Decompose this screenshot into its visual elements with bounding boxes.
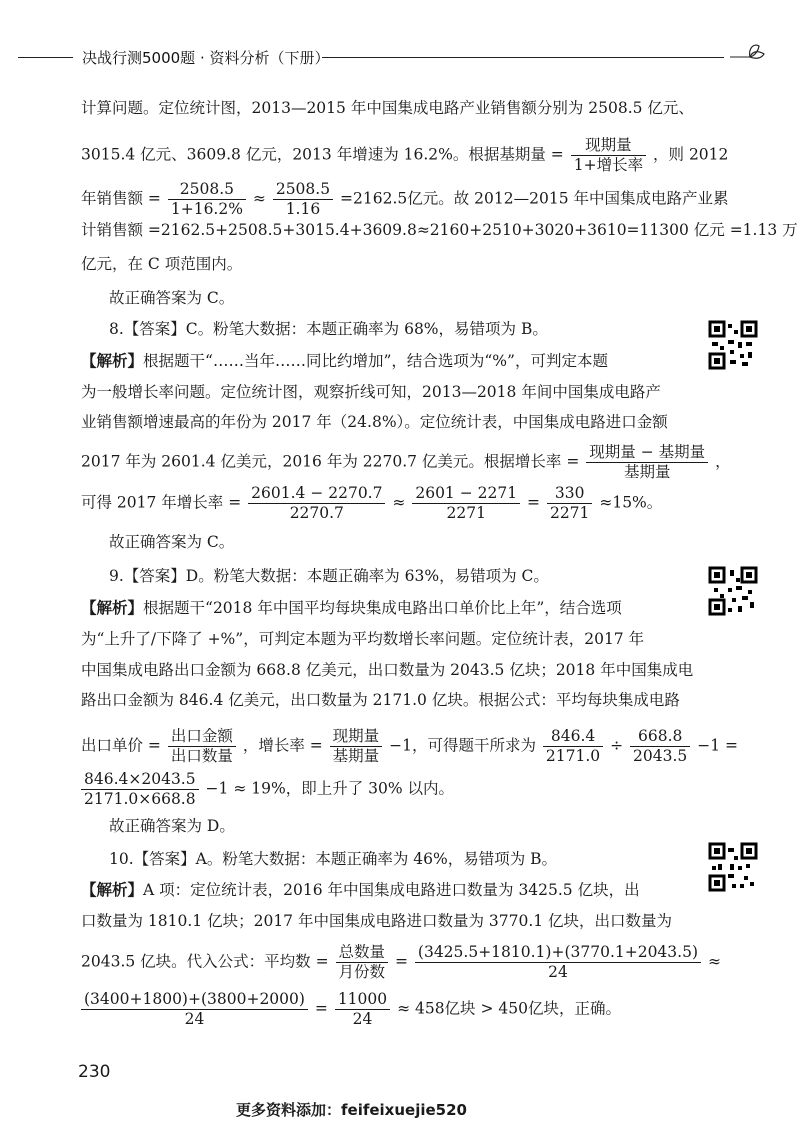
fraction: $\frac{846.4}{2171.0}$	[543, 727, 603, 766]
fraction: $\frac{2508.5}{1.16}$	[273, 180, 333, 219]
fraction: $\frac{\text{现期量 − 基期量}}{\text{基期量}}$	[586, 443, 708, 482]
text-line: 业销售额增速最高的年份为 2017 年（24.8%）。定位统计表，中国集成电路进口金额	[81, 413, 668, 431]
text-line: 计算问题。定位统计图，2013—2015 年中国集成电路产业销售额分别为 2508.5 亿元、	[81, 99, 694, 117]
qr-code-icon	[708, 320, 758, 370]
conclusion-line: 故正确答案为 C。	[109, 533, 235, 551]
running-header	[0, 0, 800, 70]
text-line: 【解析】根据题干“2018 年中国平均每块集成电路出口单价比上年”，结合选项	[81, 598, 622, 617]
text-line: 中国集成电路出口金额为 668.8 亿美元，出口数量为 2043.5 亿块；2018 年中国集成电	[81, 661, 694, 679]
text-line: 计销售额 =2162.5+2508.5+3015.4+3609.8≈2160+2510+3020+3610=11300 亿元 =1.13 万	[81, 221, 798, 239]
page-number: 230	[78, 1062, 111, 1082]
fraction: $\frac{668.8}{2043.5}$	[630, 727, 690, 766]
text-line: 年销售额 = $\frac{2508.5}{1+16.2\%}$ ≈ $\frac{2508.5}{1.16}$ =2162.5亿元。故 2012—2015 年中国集成电路产业累	[81, 180, 729, 218]
text-line: 2017 年为 2601.4 亿美元，2016 年为 2270.7 亿美元。根据增长率 = $\frac{\text{现期量 − 基期量}}{\text{基期量}}$ ，	[81, 443, 731, 481]
leaf-ornament-icon	[728, 40, 768, 64]
q8-answer: 8.【答案】C。粉笔大数据：本题正确率为 68%，易错项为 B。	[109, 320, 548, 338]
fraction: $\frac{\text{总数量}}{\text{月份数}}$	[336, 943, 389, 982]
conclusion-line: 故正确答案为 D。	[109, 817, 235, 835]
header-rule-right	[322, 57, 724, 58]
fraction: $\frac{\text{出口金额}}{\text{出口数量}}$	[168, 727, 236, 766]
q9-answer: 9.【答案】D。粉笔大数据：本题正确率为 63%，易错项为 C。	[109, 567, 549, 585]
conclusion-line: 故正确答案为 C。	[109, 289, 235, 307]
qr-code-icon	[708, 842, 758, 892]
fraction: $\frac{(3400+1800)+(3800+2000)}{24}$	[81, 990, 308, 1029]
fraction: $\frac{\text{现期量}}{\text{1+增长率}}$	[571, 136, 646, 175]
fraction: $\frac{11000}{24}$	[335, 990, 390, 1029]
text-line: 出口单价 = $\frac{\text{出口金额}}{\text{出口数量}}$ ，增长率 = $\frac{\text{现期量}}{\text{基期量}}$ −1，可得题干所求为 $\frac{846.4}{2171.0}$ ÷ $\frac{668.8}{2043.5}$ −1 =	[81, 727, 738, 765]
text-line: 为一般增长率问题。定位统计图，观察折线可知，2013—2018 年间中国集成电路产	[81, 383, 661, 401]
text-line: 亿元，在 C 项范围内。	[81, 255, 243, 273]
text-line: 路出口金额为 846.4 亿美元，出口数量为 2171.0 亿块。根据公式：平均每块集成电路	[81, 691, 680, 709]
fraction: $\frac{2508.5}{1+16.2\%}$	[168, 180, 246, 219]
q10-answer: 10.【答案】A。粉笔大数据：本题正确率为 46%，易错项为 B。	[109, 850, 558, 868]
text-line: 为“上升了/下降了 +%”，可判定本题为平均数增长率问题。定位统计表，2017 年	[81, 630, 645, 648]
text-line: 口数量为 1810.1 亿块；2017 年中国集成电路进口数量为 3770.1 亿块，出口数量为	[81, 912, 673, 930]
text-line: $\frac{(3400+1800)+(3800+2000)}{24}$ = $\frac{11000}{24}$ ≈ 458亿块 > 450亿块，正确。	[81, 990, 621, 1029]
text-line: 2043.5 亿块。代入公式：平均数 = $\frac{\text{总数量}}{\text{月份数}}$ = $\frac{(3425.5+1810.1)+(3770.1+2043.5)}{24}$ ≈	[81, 943, 721, 981]
fraction: $\frac{(3425.5+1810.1)+(3770.1+2043.5)}{24}$	[415, 943, 701, 982]
fraction: $\frac{\text{现期量}}{\text{基期量}}$	[330, 727, 383, 766]
fraction: $\frac{2601 - 2271}{2271}$	[412, 484, 520, 523]
text-line: 【解析】根据题干“……当年……同比约增加”，结合选项为“%”，可判定本题	[81, 351, 608, 370]
header-title: 决战行测5000题 · 资料分析（下册）	[82, 49, 330, 67]
header-rule-left	[18, 57, 73, 58]
qr-code-icon	[708, 566, 758, 616]
fraction: $\frac{330}{2271}$	[547, 484, 592, 523]
text-line: 【解析】A 项：定位统计表，2016 年中国集成电路进口数量为 3425.5 亿块，出	[81, 880, 640, 899]
footer-note: 更多资料添加：feifeixuejie520	[236, 1101, 467, 1119]
fraction: $\frac{2601.4 - 2270.7}{2270.7}$	[248, 484, 385, 523]
text-line: 可得 2017 年增长率 = $\frac{2601.4 - 2270.7}{2270.7}$ ≈ $\frac{2601 - 2271}{2271}$ = $\frac{330}{2271}$ ≈15%。	[81, 484, 663, 522]
text-line: 3015.4 亿元、3609.8 亿元，2013 年增速为 16.2%。根据基期量 = $\frac{\text{现期量}}{\text{1+增长率}}$ ，则 2012	[81, 136, 729, 174]
text-line: $\frac{846.4\times 2043.5}{2171.0\times 668.8}$ −1 ≈ 19%，即上升了 30% 以内。	[81, 770, 454, 809]
fraction: $\frac{846.4\times 2043.5}{2171.0\times 668.8}$	[81, 770, 199, 809]
